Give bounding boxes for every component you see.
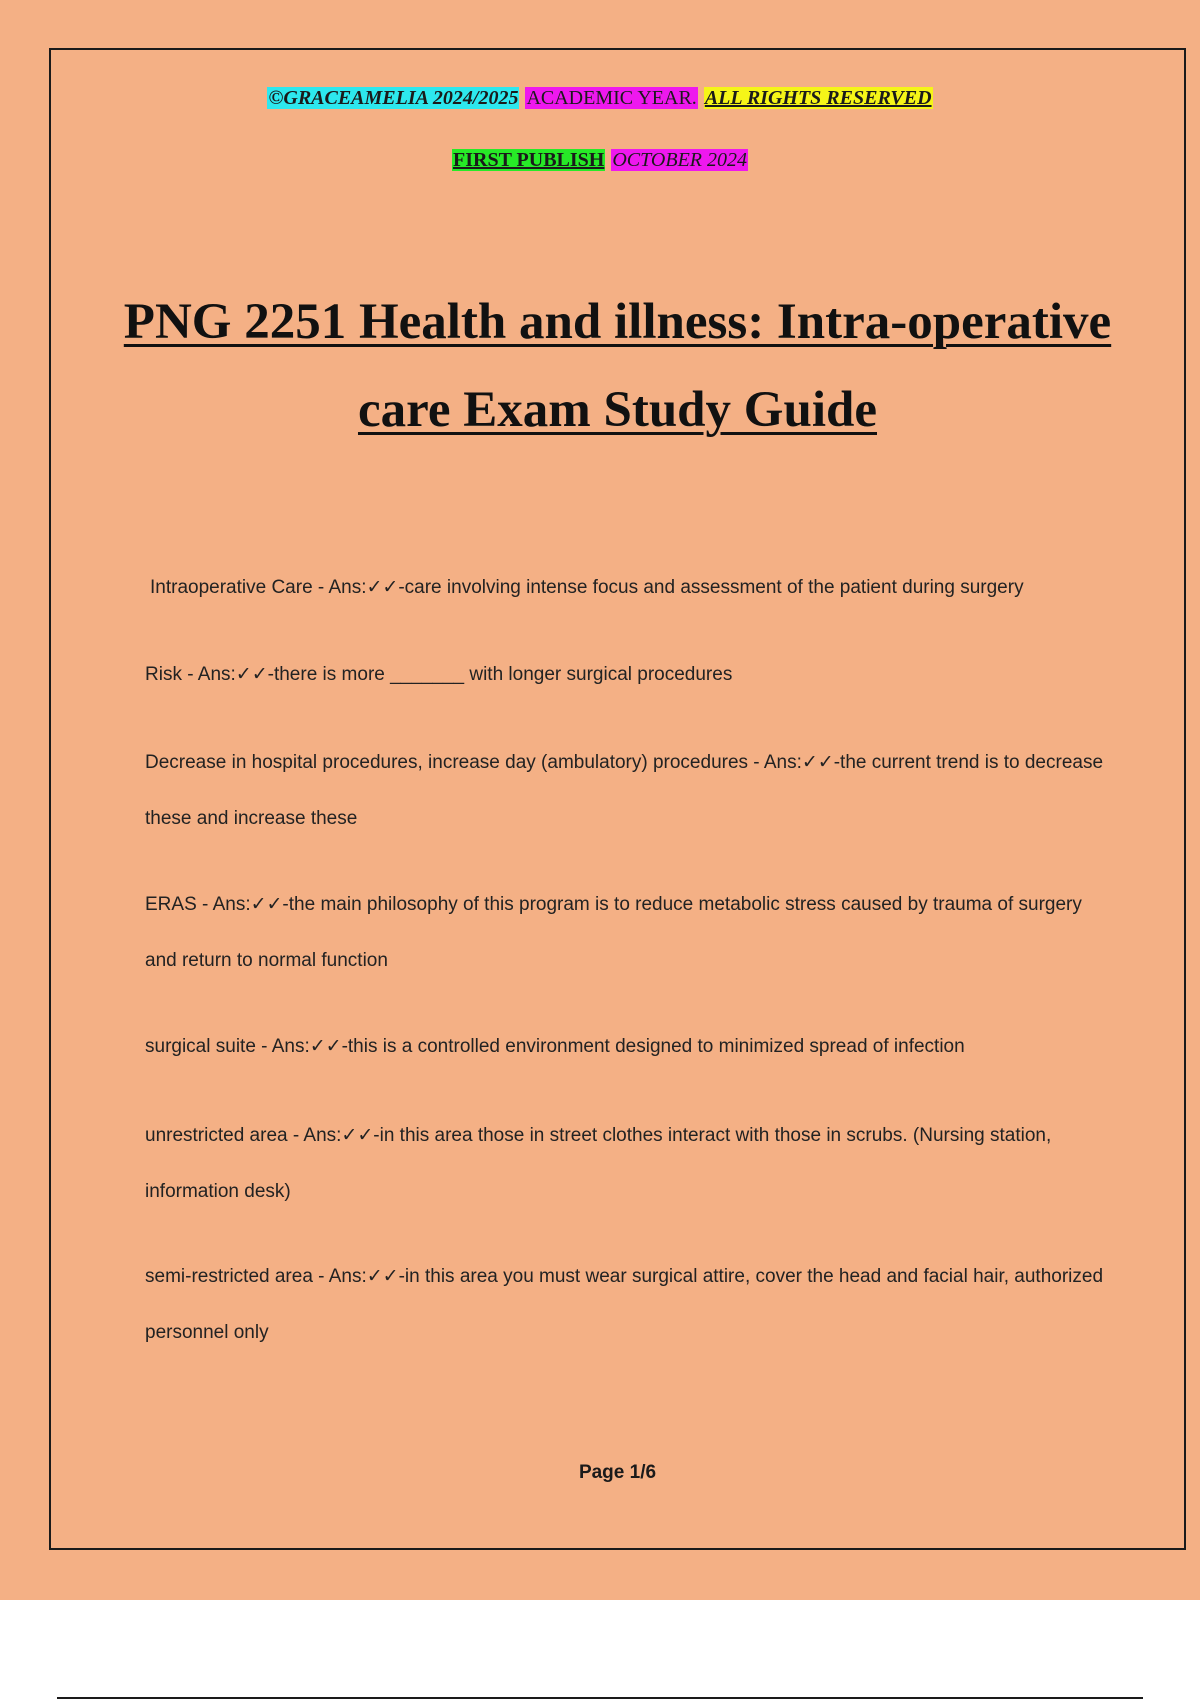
copyright-highlight: ©GRACEAMELIA 2024/2025 xyxy=(268,87,519,109)
qa-item: Decrease in hospital procedures, increase day (ambulatory) procedures - Ans:✓✓-the current trend is to decrease these and increase these xyxy=(145,752,1104,829)
qa-item: semi-restricted area - Ans:✓✓-in this area you must wear surgical attire, cover the head and facial hair, authorized personnel only xyxy=(145,1266,1104,1343)
header-publish-line xyxy=(0,148,1200,172)
qa-item: Risk - Ans:✓✓-there is more _______ with longer surgical procedures xyxy=(145,664,733,685)
qa-item: unrestricted area - Ans:✓✓-in this area those in street clothes interact with those in scrubs. (Nursing station, information desk) xyxy=(145,1125,1052,1202)
publish-date-highlight: OCTOBER 2024 xyxy=(612,149,747,171)
document-title: PNG 2251 Health and illness: Intra-operative care Exam Study Guide xyxy=(123,294,1112,438)
academic-year-highlight: ACADEMIC YEAR. xyxy=(526,87,697,109)
rights-reserved-highlight: ALL RIGHTS RESERVED xyxy=(704,87,932,109)
next-page-border-edge xyxy=(57,1697,1143,1699)
qa-item: Intraoperative Care - Ans:✓✓-care involving intense focus and assessment of the patient during surgery xyxy=(150,577,1024,598)
qa-item: surgical suite - Ans:✓✓-this is a controlled environment designed to minimized spread of infection xyxy=(145,1036,965,1057)
first-publish-highlight: FIRST PUBLISH xyxy=(453,149,605,171)
page-number: Page 1/6 xyxy=(578,1462,657,1483)
header-copyright-line xyxy=(0,86,1200,110)
qa-item: ERAS - Ans:✓✓-the main philosophy of this program is to reduce metabolic stress caused by trauma of surgery and return to normal function xyxy=(145,894,1082,971)
